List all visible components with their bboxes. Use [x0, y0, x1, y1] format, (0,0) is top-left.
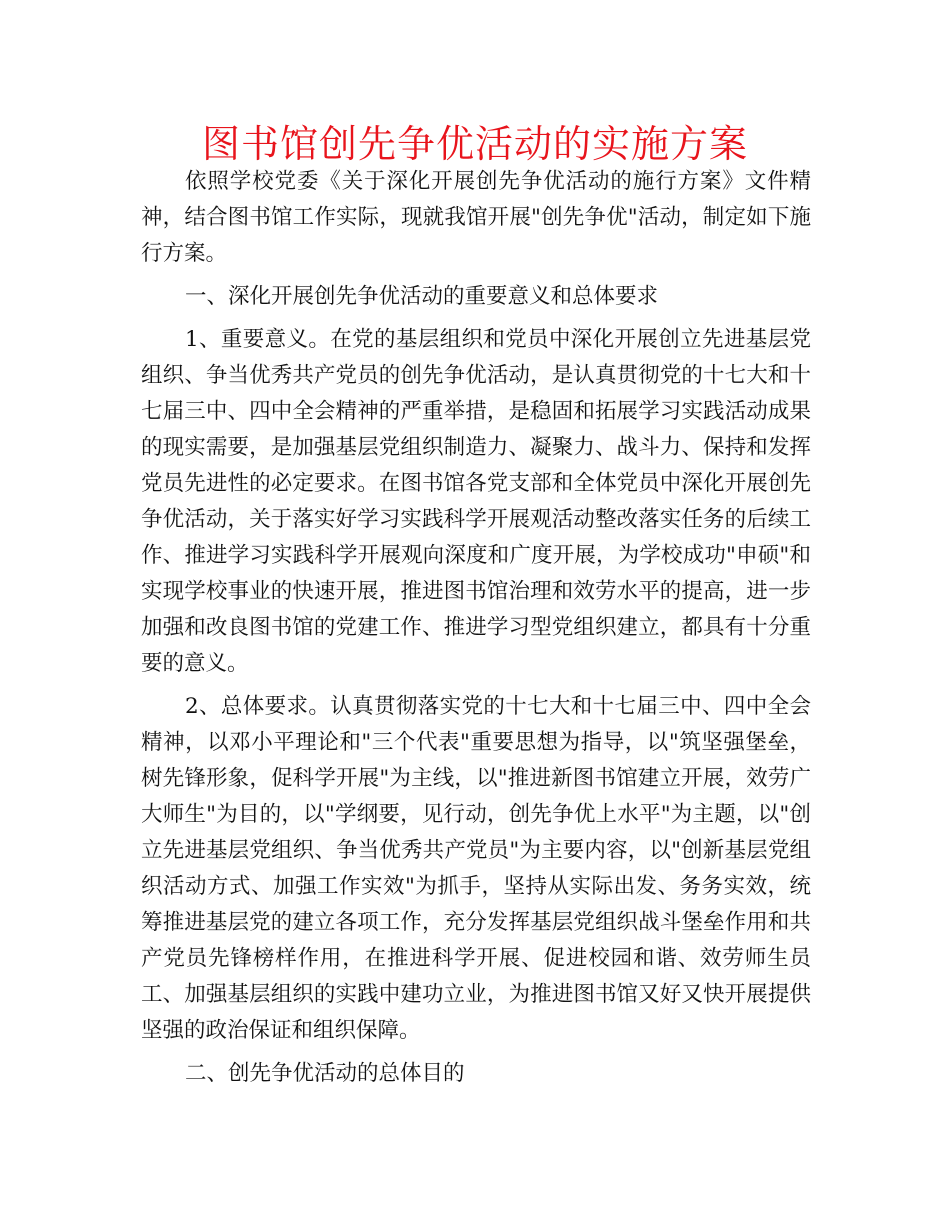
document-body — [141, 164, 811, 1099]
section-heading-1: 一、深化开展创先争优活动的重要意义和总体要求 — [185, 284, 659, 309]
paragraph-requirements: 2、总体要求。认真贯彻落实党的十七大和十七届三中、四中全会精神，以邓小平理论和"三个代表"重要思想为指导，以"筑坚强堡垒，树先锋形象，促科学开展"为主线，以"推进新图书馆建立开展，效劳广大师生"为目的，以"学纲要，见行动，创先争优上水平"为主题，以"创立先进基层党组织、争当优秀共产党员"为主要内容，以"创新基层党组织活动方式、加强工作实效"为抓手，坚持从实际出发、务务实效，统筹推进基层党的建立各项工作，充分发挥基层党组织战斗堡垒作用和共产党员先锋榜样作用，在推进科学开展、促进校园和谐、效劳师生员工、加强基层组织的实践中建功立业，为推进图书馆又好又快开展提供坚强的政治保证和组织保障。 — [141, 694, 811, 1043]
paragraph-intro: 依照学校党委《关于深化开展创先争优活动的施行方案》文件精神，结合图书馆工作实际，现就我馆开展"创先争优"活动，制定如下施行方案。 — [141, 169, 811, 266]
paragraph-significance: 1、重要意义。在党的基层组织和党员中深化开展创立先进基层党组织、争当优秀共产党员的创先争优活动，是认真贯彻党的十七大和十七届三中、四中全会精神的严重举措，是稳固和拓展学习实践活动成果的现实需要，是加强基层党组织制造力、凝聚力、战斗力、保持和发挥党员先进性的必定要求。在图书馆各党支部和全体党员中深化开展创先争优活动，关于落实好学习实践科学开展观活动整改落实任务的后续工作、推进学习实践科学开展观向深度和广度开展，为学校成功"申硕"和实现学校事业的快速开展，推进图书馆治理和效劳水平的提高，进一步加强和改良图书馆的党建工作、推进学习型党组织建立，都具有十分重要的意义。 — [141, 327, 811, 676]
section-heading-2: 二、创先争优活动的总体目的 — [185, 1061, 465, 1086]
document-title: 图书馆创先争优活动的实施方案 — [201, 122, 748, 166]
